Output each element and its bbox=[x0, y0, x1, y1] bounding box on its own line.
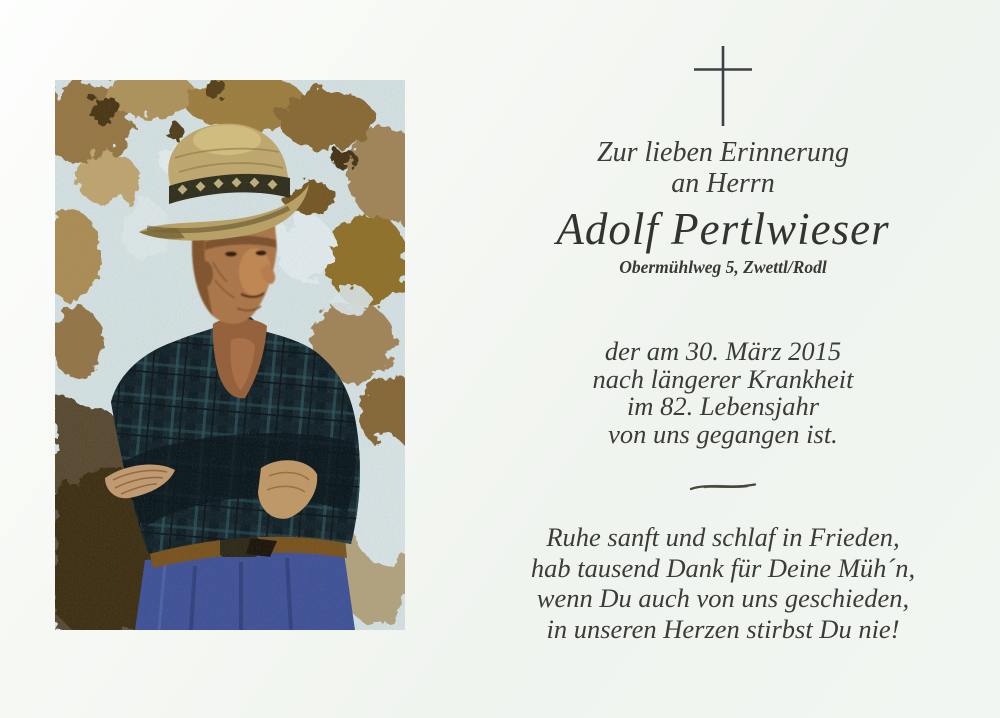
obituary-line: im 82. Lebensjahr bbox=[626, 391, 820, 421]
obituary-line: von uns gegangen ist. bbox=[608, 418, 838, 449]
intro-lines bbox=[450, 137, 996, 199]
verse-line: wenn Du auch von uns geschieden, bbox=[536, 583, 910, 613]
deceased-name: Adolf Pertlwieser bbox=[556, 204, 890, 254]
verse-line: in unseren Herzen stirbst Du nie! bbox=[546, 613, 900, 644]
obituary-text bbox=[450, 338, 996, 448]
obituary-line: der am 30. März 2015 bbox=[604, 336, 842, 366]
intro-line-1: Zur lieben Erinnerung bbox=[597, 137, 849, 168]
text-column bbox=[450, 0, 996, 718]
portrait-photo bbox=[55, 80, 405, 630]
obituary-line: nach längerer Krankheit bbox=[592, 363, 854, 394]
memorial-cross-icon bbox=[694, 45, 752, 127]
deceased-address: Obermühlweg 5, Zwettl/Rodl bbox=[619, 257, 827, 277]
intro-line-2: an Herrn bbox=[671, 168, 775, 199]
farewell-verse bbox=[450, 522, 996, 644]
verse-line: Ruhe sanft und schlaf in Frieden, bbox=[546, 522, 900, 552]
divider-squiggle bbox=[689, 481, 757, 493]
verse-line: hab tausend Dank für Deine Müh´n, bbox=[530, 552, 916, 583]
